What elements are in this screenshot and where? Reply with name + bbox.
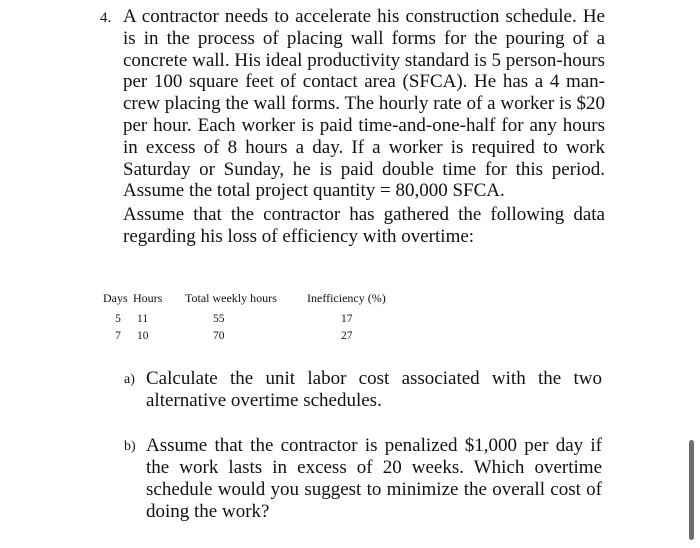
cell-days: 7 <box>115 330 121 342</box>
question-b-label: b) <box>124 439 136 454</box>
problem-statement <box>100 6 605 248</box>
header-hours: Hours <box>133 291 163 305</box>
header-inefficiency: Inefficiency (%) <box>307 291 386 305</box>
question-a-text: Calculate the unit labor cost associated with the two alternative overtime schedules. <box>146 368 602 411</box>
cell-total-weekly-hours: 55 <box>213 313 225 325</box>
table-header-row <box>103 290 390 311</box>
question-a <box>124 368 602 412</box>
table-row <box>103 328 390 345</box>
cell-total-weekly-hours: 70 <box>213 330 225 342</box>
table-row <box>103 311 390 328</box>
problem-body <box>123 6 605 248</box>
cell-hours: 11 <box>137 313 149 325</box>
question-b <box>124 435 602 523</box>
header-days: Days <box>103 291 128 305</box>
cell-hours: 10 <box>137 330 149 342</box>
vertical-scrollbar[interactable] <box>689 440 694 540</box>
overtime-efficiency-table <box>103 290 390 345</box>
problem-number: 4. <box>100 10 112 26</box>
question-b-text: Assume that the contractor is penalized $1,000 per day if the work lasts in excess of 20 weeks. Which overtime schedule would you suggest to minimize the overall cost of doing the work? <box>146 435 602 522</box>
cell-inefficiency: 27 <box>341 330 353 342</box>
cell-days: 5 <box>115 313 121 325</box>
header-total-weekly-hours: Total weekly hours <box>185 291 277 305</box>
problem-intro-paragraph: A contractor needs to accelerate his construction schedule. He is in the process of placing wall forms for the pouring of a concrete wall. His ideal productivity standard is 5 person-hours per 100 square feet of contact area (SFCA). He has a 4 man-crew placing the wall forms. The hourly rate of a worker is $20 per hour. Each worker is paid time-and-one-half for any hours in excess of 8 hours a day. If a worker is required to work Saturday or Sunday, he is paid double time for this period. Assume the total project quantity = 80,000 SFCA. <box>123 6 605 202</box>
question-a-label: a) <box>124 372 135 387</box>
data-intro-paragraph: Assume that the contractor has gathered the following data regarding his loss of efficiency with overtime: <box>123 204 605 247</box>
cell-inefficiency: 17 <box>341 313 353 325</box>
